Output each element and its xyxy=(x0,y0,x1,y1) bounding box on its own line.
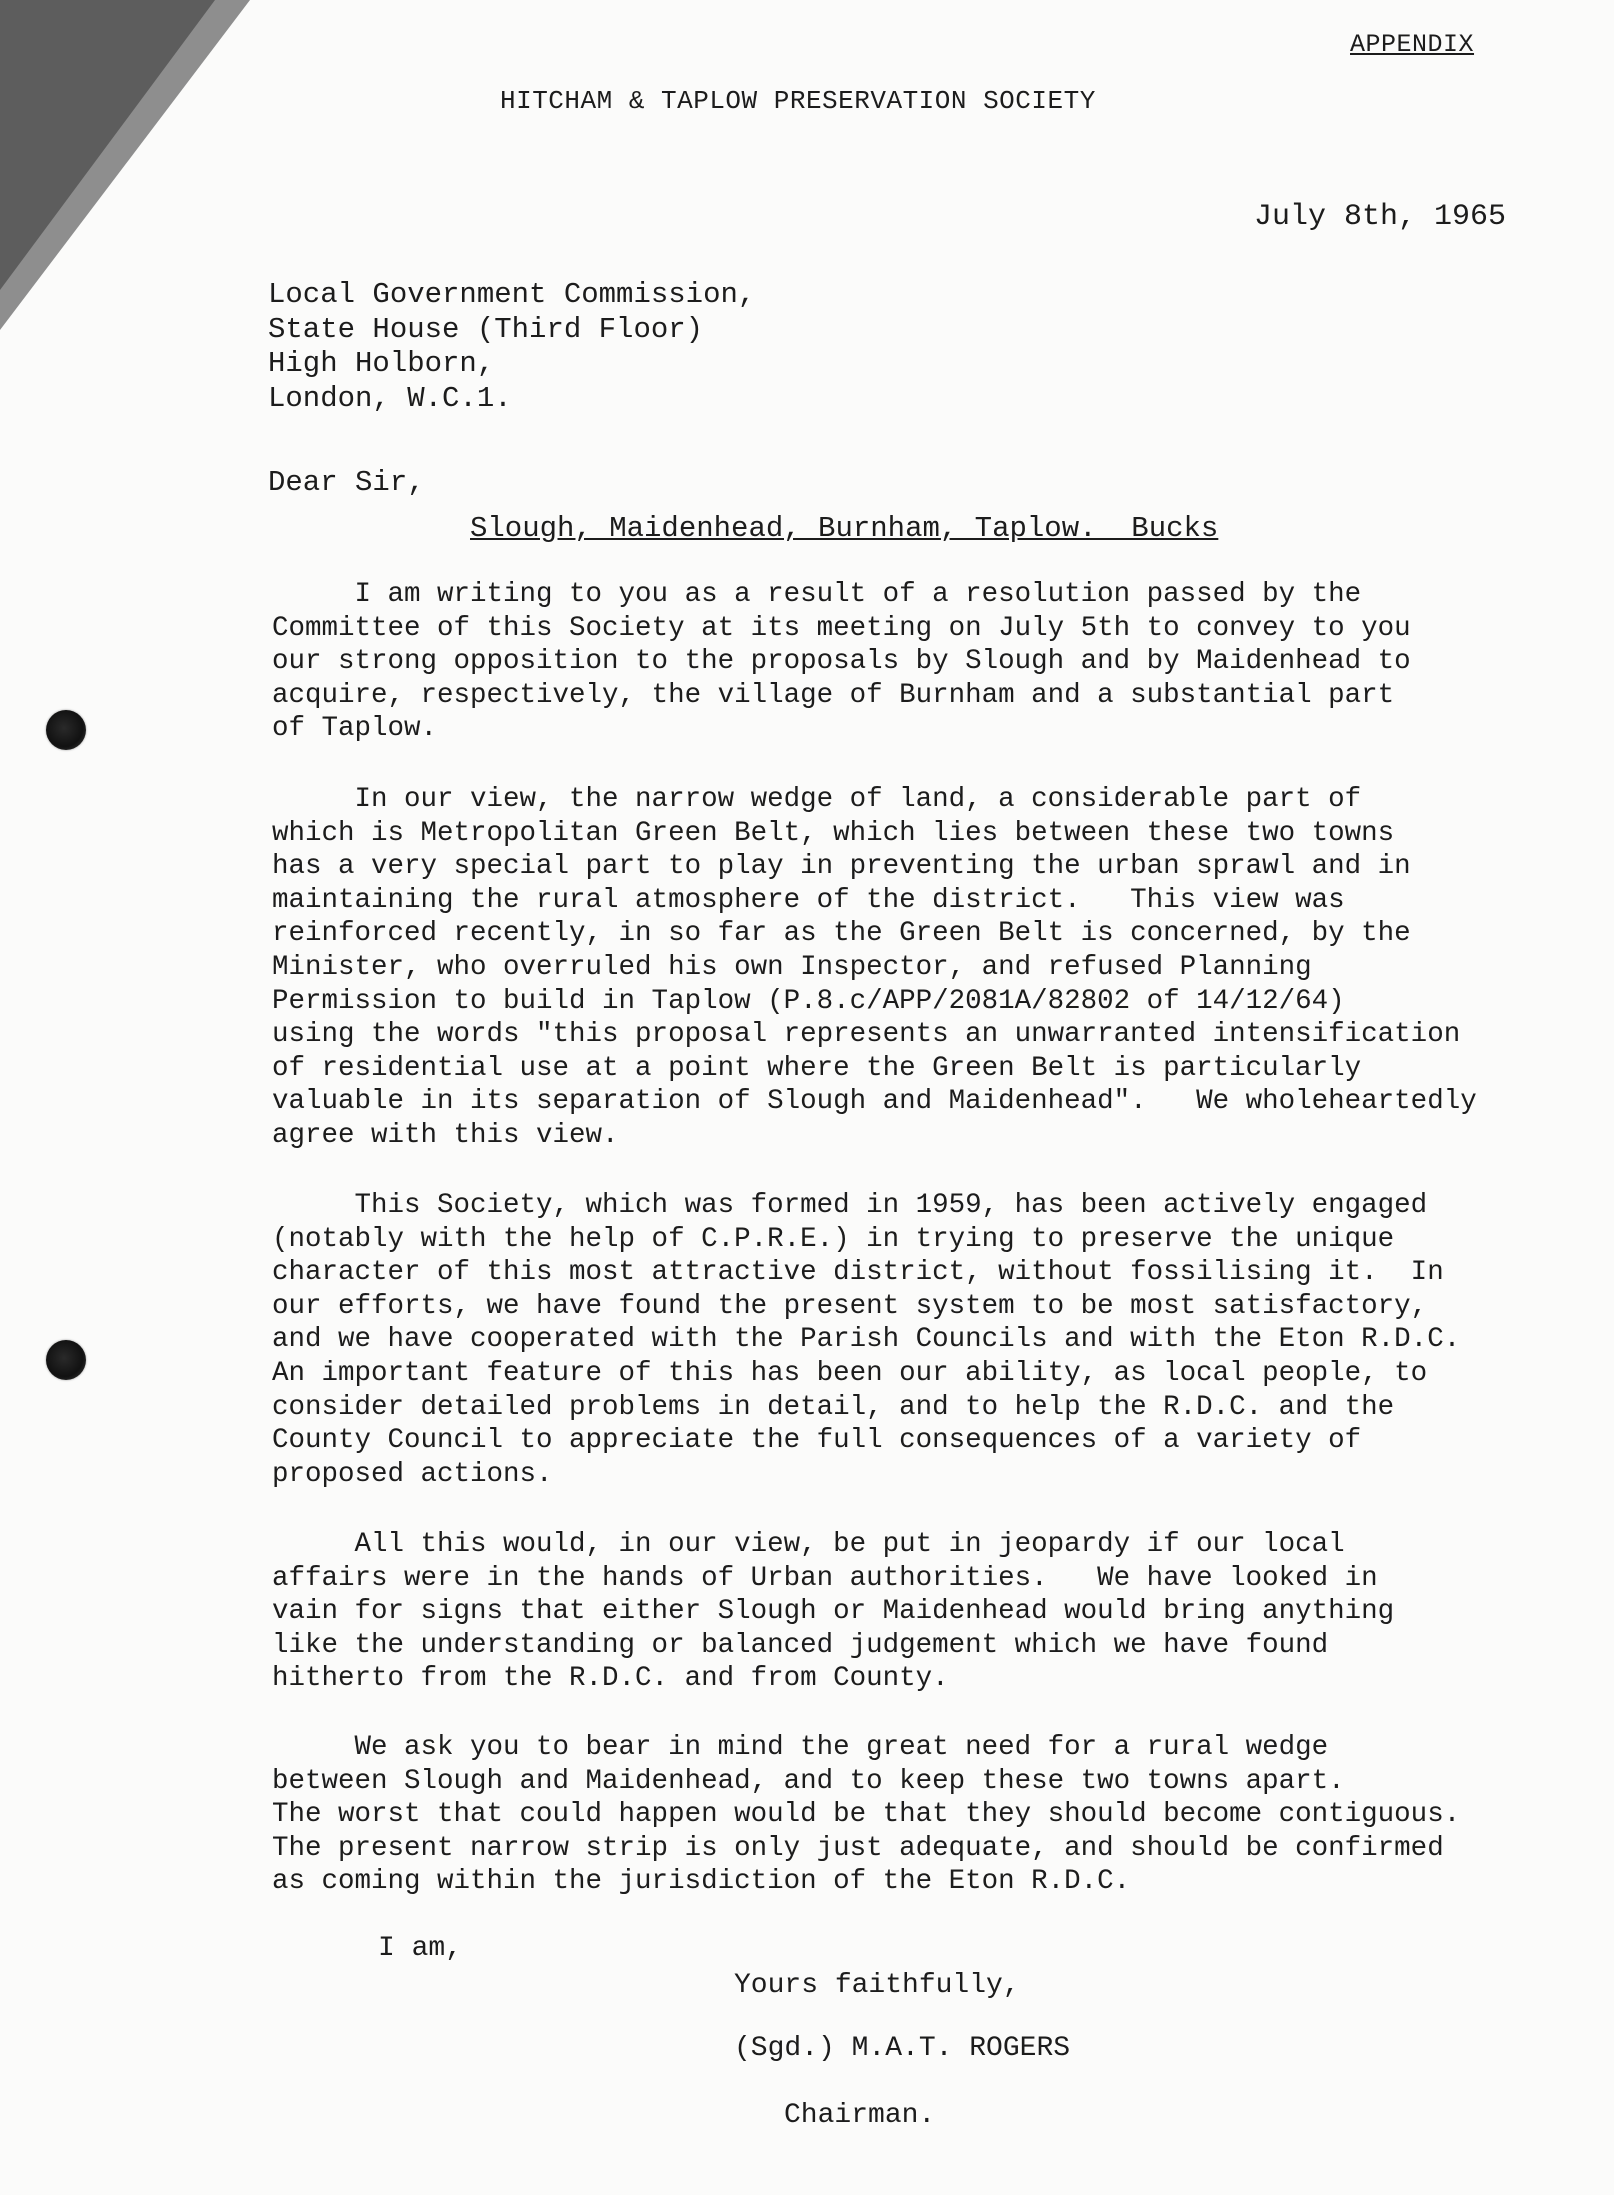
body-paragraph-3 xyxy=(272,1189,1460,1491)
paragraph-line: maintaining the rural atmosphere of the district. This view was xyxy=(272,884,1345,916)
paragraph-line: I am writing to you as a result of a resolution passed by the xyxy=(272,579,1362,610)
paragraph-line: This Society, which was formed in 1959, has been actively engaged xyxy=(272,1190,1428,1221)
paragraph-line: vain for signs that either Slough or Maidenhead would bring anything xyxy=(272,1596,1395,1628)
signatory-role: Chairman. xyxy=(784,2100,936,2131)
paragraph-line: and we have cooperated with the Parish Councils and with the Eton R.D.C. xyxy=(272,1324,1461,1356)
paragraph-line: reinforced recently, in so far as the Green Belt is concerned, by the xyxy=(272,918,1411,950)
address-line: Local Government Commission, xyxy=(268,278,756,311)
paragraph-line: as coming within the jurisdiction of the Eton R.D.C. xyxy=(272,1866,1131,1898)
paragraph-line: which is Metropolitan Green Belt, which lies between these two towns xyxy=(272,817,1395,849)
address-line: State House (Third Floor) xyxy=(268,312,704,346)
paragraph-line: consider detailed problems in detail, and to help the R.D.C. and the xyxy=(272,1391,1395,1423)
paragraph-line: County Council to appreciate the full consequences of a variety of xyxy=(272,1425,1362,1457)
paragraph-line: An important feature of this has been our ability, as local people, to xyxy=(272,1357,1428,1389)
paragraph-line: The worst that could happen would be that they should become contiguous. xyxy=(272,1799,1461,1831)
paragraph-line: our strong opposition to the proposals by Slough and by Maidenhead to xyxy=(272,646,1411,678)
folded-corner-inner-shadow xyxy=(0,0,215,290)
paragraph-line: Permission to build in Taplow (P.8.c/APP/2081A/82802 of 14/12/64) xyxy=(272,985,1345,1017)
subject-line: Slough, Maidenhead, Burnham, Taplow. Bucks xyxy=(470,512,1219,545)
paragraph-line: (notably with the help of C.P.R.E.) in trying to preserve the unique xyxy=(272,1223,1395,1255)
paragraph-line: hitherto from the R.D.C. and from County. xyxy=(272,1663,949,1695)
paragraph-line: between Slough and Maidenhead, and to keep these two towns apart. xyxy=(272,1765,1345,1797)
paragraph-line: Minister, who overruled his own Inspector, and refused Planning xyxy=(272,951,1312,983)
body-paragraph-5 xyxy=(272,1731,1460,1899)
paragraph-line: of Taplow. xyxy=(272,713,438,745)
punch-hole-upper xyxy=(46,710,86,750)
paragraph-line: acquire, respectively, the village of Burnham and a substantial part xyxy=(272,679,1395,711)
letter-date: July 8th, 1965 xyxy=(1254,200,1507,234)
paragraph-line: proposed actions. xyxy=(272,1458,553,1490)
body-paragraph-4 xyxy=(272,1528,1394,1696)
body-paragraph-2 xyxy=(272,783,1477,1153)
paragraph-line: All this would, in our view, be put in jeopardy if our local xyxy=(272,1529,1345,1560)
signoff: Yours faithfully, xyxy=(734,1970,1020,2001)
paragraph-line: like the understanding or balanced judgement which we have found xyxy=(272,1629,1329,1661)
paragraph-line: using the words "this proposal represents an unwarranted intensification xyxy=(272,1019,1461,1051)
salutation: Dear Sir, xyxy=(268,466,425,499)
paragraph-line: affairs were in the hands of Urban authorities. We have looked in xyxy=(272,1562,1378,1594)
signature: (Sgd.) M.A.T. ROGERS xyxy=(734,2033,1071,2064)
appendix-label: APPENDIX xyxy=(1350,30,1475,59)
punch-hole-lower xyxy=(46,1340,86,1380)
paragraph-line: In our view, the narrow wedge of land, a considerable part of xyxy=(272,784,1362,815)
paragraph-line: character of this most attractive district, without fossilising it. In xyxy=(272,1257,1444,1289)
paragraph-line: of residential use at a point where the Green Belt is particularly xyxy=(272,1052,1362,1084)
address-line: London, W.C.1. xyxy=(268,381,512,415)
paragraph-line: valuable in its separation of Slough and Maidenhead". We wholeheartedly xyxy=(272,1086,1477,1118)
address-line: High Holborn, xyxy=(268,347,495,380)
closing-i-am: I am, xyxy=(378,1933,463,1964)
paragraph-line: The present narrow strip is only just adequate, and should be confirmed xyxy=(272,1832,1444,1864)
paragraph-line: our efforts, we have found the present system to be most satisfactory, xyxy=(272,1290,1428,1322)
paragraph-line: Committee of this Society at its meeting on July 5th to convey to you xyxy=(272,612,1411,644)
paragraph-line: has a very special part to play in preventing the urban sprawl and in xyxy=(272,851,1411,883)
paragraph-line: We ask you to bear in mind the great need for a rural wedge xyxy=(272,1732,1329,1763)
recipient-address xyxy=(268,278,755,416)
paragraph-line: agree with this view. xyxy=(272,1119,619,1151)
body-paragraph-1 xyxy=(272,578,1411,746)
letterhead-title: HITCHAM & TAPLOW PRESERVATION SOCIETY xyxy=(500,86,1096,116)
